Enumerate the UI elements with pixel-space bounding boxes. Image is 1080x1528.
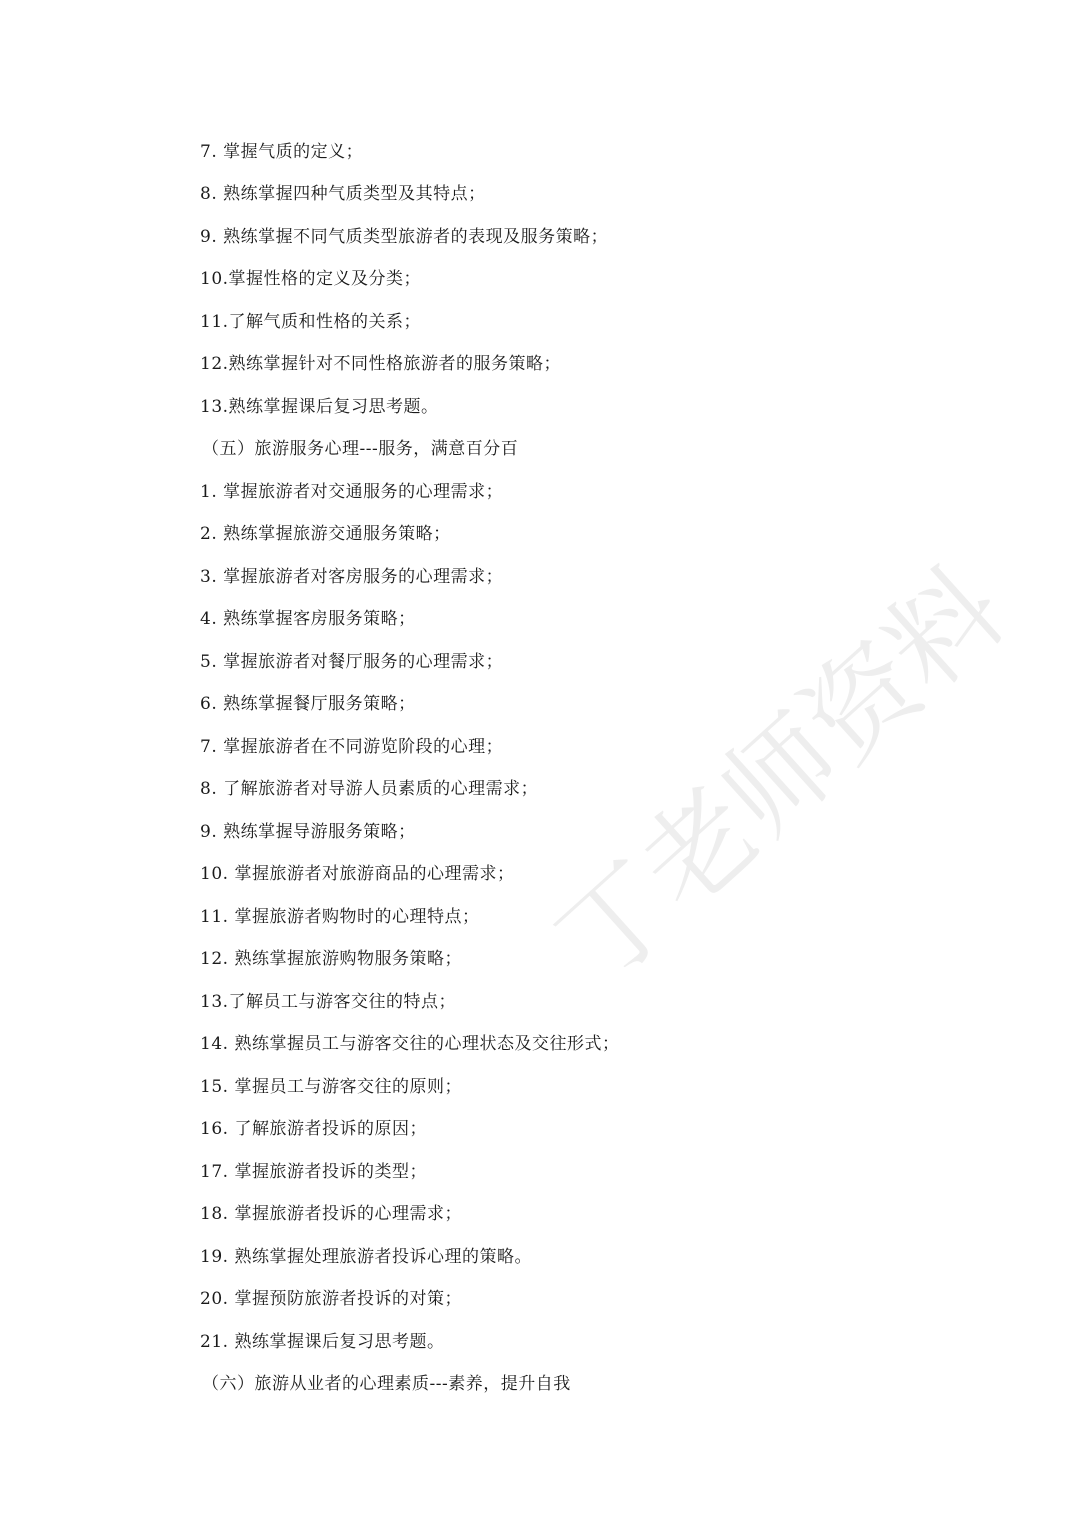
section-heading: （六）旅游从业者的心理素质---素养，提升自我 [202,1374,571,1394]
watermark: 丁老师资料 [533,544,1029,1008]
list-item: 3. 掌握旅游者对客房服务的心理需求； [200,567,504,587]
list-item: 13.熟练掌握课后复习思考题。 [200,397,439,417]
list-item: 21. 熟练掌握课后复习思考题。 [200,1332,445,1352]
list-item: 9. 熟练掌握导游服务策略； [200,822,416,842]
list-item: 19. 熟练掌握处理旅游者投诉心理的策略。 [200,1247,532,1267]
list-item: 11. 掌握旅游者购物时的心理特点； [200,907,480,927]
list-item: 9. 熟练掌握不同气质类型旅游者的表现及服务策略； [200,227,609,247]
list-item: 7. 掌握气质的定义； [200,142,364,162]
list-item: 6. 熟练掌握餐厅服务策略； [200,694,416,714]
list-item: 2. 熟练掌握旅游交通服务策略； [200,524,451,544]
list-item: 8. 熟练掌握四种气质类型及其特点； [200,184,486,204]
list-item: 10.掌握性格的定义及分类； [200,269,422,289]
list-item: 20. 掌握预防旅游者投诉的对策； [200,1289,462,1309]
list-item: 5. 掌握旅游者对餐厅服务的心理需求； [200,652,504,672]
list-item: 8. 了解旅游者对导游人员素质的心理需求； [200,779,539,799]
list-item: 11.了解气质和性格的关系； [200,312,422,332]
list-item: 1. 掌握旅游者对交通服务的心理需求； [200,482,504,502]
list-item: 14. 熟练掌握员工与游客交往的心理状态及交往形式； [200,1034,620,1054]
list-item: 12. 熟练掌握旅游购物服务策略； [200,949,462,969]
list-item: 15. 掌握员工与游客交往的原则； [200,1077,462,1097]
list-item: 7. 掌握旅游者在不同游览阶段的心理； [200,737,504,757]
list-item: 17. 掌握旅游者投诉的类型； [200,1162,427,1182]
list-item: 4. 熟练掌握客房服务策略； [200,609,416,629]
list-item: 13.了解员工与游客交往的特点； [200,992,457,1012]
list-item: 12.熟练掌握针对不同性格旅游者的服务策略； [200,354,562,374]
list-item: 16. 了解旅游者投诉的原因； [200,1119,427,1139]
list-item: 10. 掌握旅游者对旅游商品的心理需求； [200,864,515,884]
list-item: 18. 掌握旅游者投诉的心理需求； [200,1204,462,1224]
section-heading: （五）旅游服务心理---服务，满意百分百 [202,439,519,459]
